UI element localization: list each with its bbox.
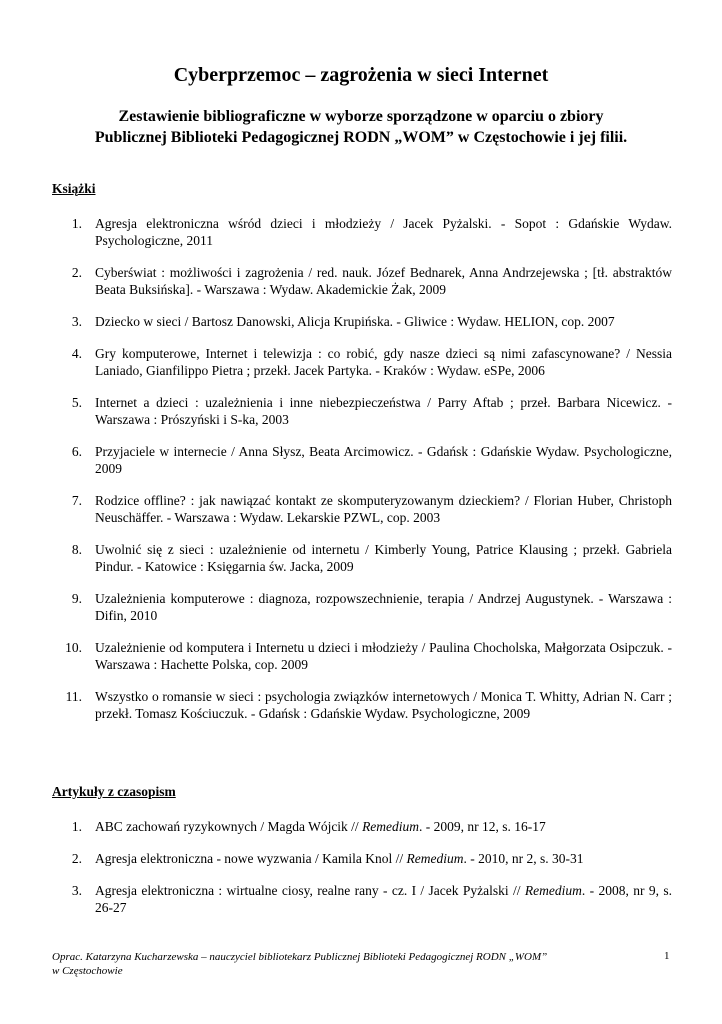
list-item bbox=[52, 492, 672, 526]
item-number: 3. bbox=[71, 314, 82, 329]
item-number: 10. bbox=[65, 640, 82, 655]
list-item bbox=[52, 882, 672, 916]
journal-title: Remedium bbox=[406, 851, 464, 866]
subtitle-line-2: Publicznej Biblioteki Pedagogicznej RODN „WOM” w Częstochowie i jej filii. bbox=[94, 129, 628, 146]
list-item bbox=[52, 590, 672, 624]
footer-line-2: w Częstochowie bbox=[52, 965, 123, 977]
item-number: 5. bbox=[71, 395, 82, 410]
item-text-after: . - 2009, nr 12, s. 16-17 bbox=[419, 819, 546, 834]
books-list bbox=[52, 215, 672, 737]
page-title: Cyberprzemoc – zagrożenia w sieci Internet bbox=[173, 64, 549, 86]
item-number: 3. bbox=[71, 883, 82, 898]
list-item bbox=[52, 639, 672, 673]
list-item bbox=[52, 850, 672, 867]
item-number: 11. bbox=[65, 689, 82, 704]
item-text: Rodzice offline? : jak nawiązać kontakt ze skomputeryzowanym dzieckiem? / Florian Huber, Christoph Neuschäffer. - Warszawa : Wydaw. Lekarskie PZWL, cop. 2003 bbox=[95, 493, 672, 525]
item-number: 2. bbox=[71, 265, 82, 280]
item-number: 7. bbox=[71, 493, 82, 508]
footer bbox=[52, 950, 612, 978]
list-item bbox=[52, 264, 672, 298]
item-text-before: ABC zachowań ryzykownych / Magda Wójcik // bbox=[95, 819, 363, 834]
item-number: 9. bbox=[71, 591, 82, 606]
journal-title: Remedium bbox=[524, 883, 582, 898]
item-text: Dziecko w sieci / Bartosz Danowski, Alicja Krupińska. - Gliwice : Wydaw. HELION, cop. 2007 bbox=[95, 314, 615, 329]
list-item bbox=[52, 313, 672, 330]
item-text: Wszystko o romansie w sieci : psychologia związków internetowych / Monica T. Whitty, Adrian N. Carr ; przekł. Tomasz Kościuczuk. - Gdańsk : Gdańskie Wydaw. Psychologiczne, 2009 bbox=[95, 689, 672, 721]
item-text: Uwolnić się z sieci : uzależnienie od internetu / Kimberly Young, Patrice Klausing ; przekł. Gabriela Pindur. - Katowice : Księgarnia św. Jacka, 2009 bbox=[95, 542, 672, 574]
list-item bbox=[52, 443, 672, 477]
list-item bbox=[52, 688, 672, 722]
item-text: Cyberświat : możliwości i zagrożenia / red. nauk. Józef Bednarek, Anna Andrzejewska ; [tł. abstraktów Beata Buksińska]. - Warszawa : Wydaw. Akademickie Żak, 2009 bbox=[95, 265, 672, 297]
articles-heading: Artykuły z czasopism bbox=[52, 784, 176, 799]
articles-list bbox=[52, 818, 672, 931]
item-text: Agresja elektroniczna wśród dzieci i młodzieży / Jacek Pyżalski. - Sopot : Gdańskie Wydaw. Psychologiczne, 2011 bbox=[95, 216, 672, 248]
list-item bbox=[52, 215, 672, 249]
item-number: 1. bbox=[71, 819, 82, 834]
subtitle bbox=[40, 106, 682, 148]
list-item bbox=[52, 394, 672, 428]
item-number: 6. bbox=[71, 444, 82, 459]
books-heading: Książki bbox=[52, 181, 96, 196]
item-text-before: Agresja elektroniczna : wirtualne ciosy, realne rany - cz. I / Jacek Pyżalski // bbox=[95, 883, 525, 898]
journal-title: Remedium bbox=[362, 819, 420, 834]
item-text-after: . - 2010, nr 2, s. 30-31 bbox=[463, 851, 584, 866]
item-text-after: . - 2008, nr 9, s. 26-27 bbox=[95, 883, 672, 915]
footer-line-1: Oprac. Katarzyna Kucharzewska – nauczyciel bibliotekarz Publicznej Biblioteki Pedagogicznej RODN „WOM” bbox=[52, 951, 548, 963]
item-text-before: Agresja elektroniczna - nowe wyzwania / Kamila Knol // bbox=[95, 851, 407, 866]
item-text: Gry komputerowe, Internet i telewizja : co robić, gdy nasze dzieci są nimi zafascynowane? / Nessia Laniado, Gianfilippo Pietra ; przekł. Jacek Partyka. - Kraków : Wydaw. eSPe, 2006 bbox=[95, 346, 672, 378]
list-item bbox=[52, 818, 672, 835]
item-number: 4. bbox=[71, 346, 82, 361]
item-text: Uzależnienia komputerowe : diagnoza, rozpowszechnienie, terapia / Andrzej Augustynek. - Warszawa : Difin, 2010 bbox=[95, 591, 672, 623]
item-number: 8. bbox=[71, 542, 82, 557]
list-item bbox=[52, 345, 672, 379]
page-number: 1 bbox=[664, 950, 670, 962]
item-number: 2. bbox=[71, 851, 82, 866]
item-text: Uzależnienie od komputera i Internetu u dzieci i młodzieży / Paulina Chocholska, Małgorzata Osipczuk. - Warszawa : Hachette Polska, cop. 2009 bbox=[95, 640, 672, 672]
subtitle-line-1: Zestawienie bibliograficzne w wyborze sporządzone w oparciu o zbiory bbox=[118, 108, 604, 125]
item-text: Internet a dzieci : uzależnienia i inne niebezpieczeństwa / Parry Aftab ; przeł. Barbara Nicewicz. - Warszawa : Prószyński i S-ka, 2003 bbox=[95, 395, 672, 427]
item-number: 1. bbox=[71, 216, 82, 231]
item-text: Przyjaciele w internecie / Anna Słysz, Beata Arcimowicz. - Gdańsk : Gdańskie Wydaw. Psychologiczne, 2009 bbox=[95, 444, 672, 476]
list-item bbox=[52, 541, 672, 575]
